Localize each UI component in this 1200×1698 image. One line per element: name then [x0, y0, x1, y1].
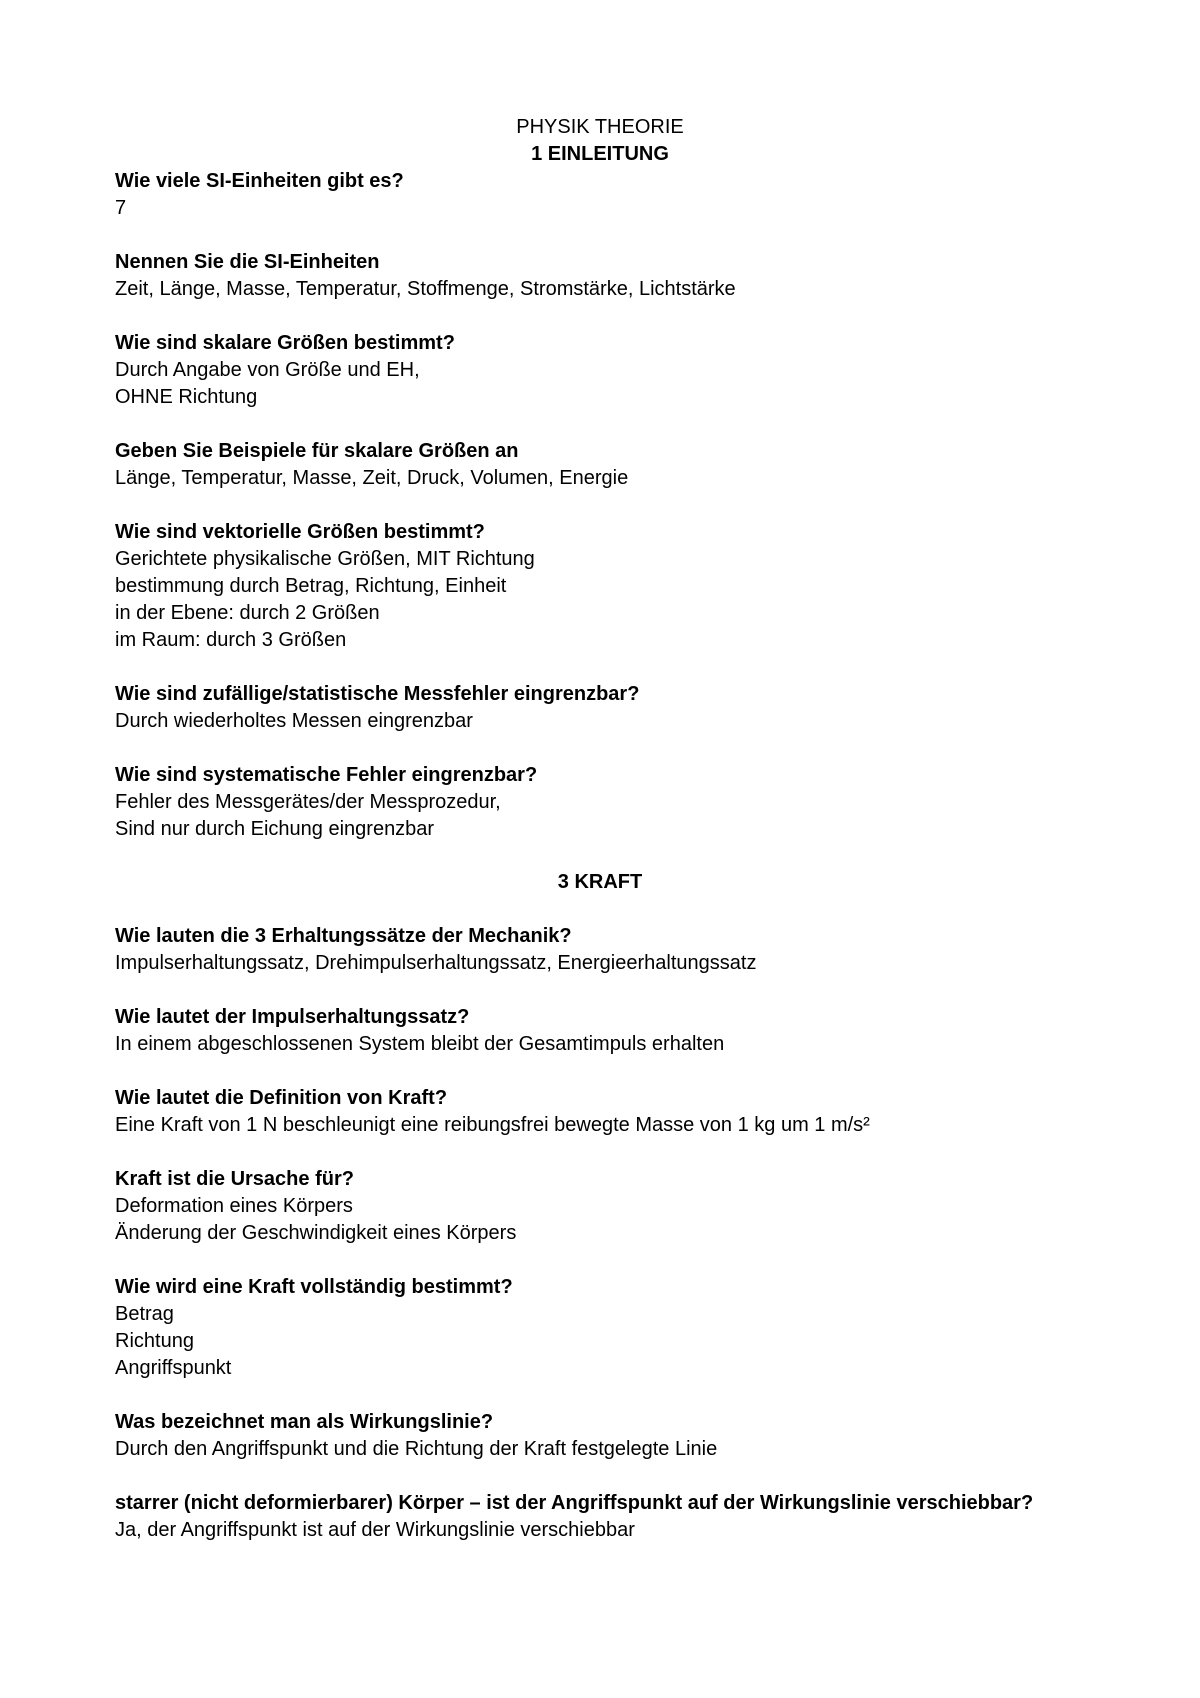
question: starrer (nicht deformierbarer) Körper – ist der Angriffspunkt auf der Wirkungslinie verschiebbar? — [115, 1492, 1034, 1514]
answer-line: im Raum: durch 3 Größen — [115, 629, 347, 651]
qa-item — [115, 923, 1085, 977]
qa-item — [115, 330, 1085, 411]
qa-item — [115, 438, 1085, 492]
question: Was bezeichnet man als Wirkungslinie? — [115, 1411, 494, 1433]
question: Wie lauten die 3 Erhaltungssätze der Mechanik? — [115, 925, 572, 947]
question: Wie sind vektorielle Größen bestimmt? — [115, 521, 485, 543]
qa-item — [115, 1004, 1085, 1058]
answer-line: Durch wiederholtes Messen eingrenzbar — [115, 710, 473, 732]
document-title: PHYSIK THEORIE — [516, 116, 684, 138]
qa-item — [115, 681, 1085, 735]
answer-line: In einem abgeschlossenen System bleibt der Gesamtimpuls erhalten — [115, 1033, 725, 1055]
answer-line: Betrag — [115, 1303, 174, 1325]
question: Wie viele SI-Einheiten gibt es? — [115, 170, 404, 192]
question: Wie wird eine Kraft vollständig bestimmt? — [115, 1276, 513, 1298]
section-heading-einleitung: 1 EINLEITUNG — [531, 143, 669, 165]
answer-line: Länge, Temperatur, Masse, Zeit, Druck, Volumen, Energie — [115, 467, 629, 489]
answer-line: Angriffspunkt — [115, 1357, 232, 1379]
answer-line: 7 — [115, 197, 127, 219]
qa-item — [115, 1409, 1085, 1463]
question: Nennen Sie die SI-Einheiten — [115, 251, 380, 273]
answer-line: bestimmung durch Betrag, Richtung, Einheit — [115, 575, 507, 597]
question: Wie sind skalare Größen bestimmt? — [115, 332, 455, 354]
answer-line: Ja, der Angriffspunkt ist auf der Wirkungslinie verschiebbar — [115, 1519, 635, 1541]
answer-line: Durch Angabe von Größe und EH, — [115, 359, 420, 381]
question: Kraft ist die Ursache für? — [115, 1168, 354, 1190]
answer-line: Impulserhaltungssatz, Drehimpulserhaltungssatz, Energieerhaltungssatz — [115, 952, 757, 974]
qa-item — [115, 1490, 1085, 1544]
qa-item — [115, 168, 1085, 222]
qa-item — [115, 762, 1085, 843]
section-heading-kraft: 3 KRAFT — [557, 871, 643, 893]
answer-line: Richtung — [115, 1330, 194, 1352]
qa-item — [115, 1274, 1085, 1382]
answer-line: Fehler des Messgerätes/der Messprozedur, — [115, 791, 501, 813]
question: Wie lautet die Definition von Kraft? — [115, 1087, 448, 1109]
document-page — [115, 114, 1085, 1544]
answer-line: Sind nur durch Eichung eingrenzbar — [115, 818, 435, 840]
question: Wie sind zufällige/statistische Messfehler eingrenzbar? — [115, 683, 640, 705]
answer-line: Gerichtete physikalische Größen, MIT Richtung — [115, 548, 535, 570]
question: Geben Sie Beispiele für skalare Größen an — [115, 440, 519, 462]
answer-line: Deformation eines Körpers — [115, 1195, 353, 1217]
qa-item — [115, 1085, 1085, 1139]
answer-line: Zeit, Länge, Masse, Temperatur, Stoffmenge, Stromstärke, Lichtstärke — [115, 278, 736, 300]
answer-line: Durch den Angriffspunkt und die Richtung der Kraft festgelegte Linie — [115, 1438, 718, 1460]
qa-item — [115, 519, 1085, 654]
answer-line: OHNE Richtung — [115, 386, 258, 408]
qa-item — [115, 1166, 1085, 1247]
answer-line: in der Ebene: durch 2 Größen — [115, 602, 380, 624]
answer-line: Änderung der Geschwindigkeit eines Körpers — [115, 1222, 517, 1244]
answer-line: Eine Kraft von 1 N beschleunigt eine reibungsfrei bewegte Masse von 1 kg um 1 m/s² — [115, 1114, 870, 1136]
question: Wie sind systematische Fehler eingrenzbar? — [115, 764, 538, 786]
question: Wie lautet der Impulserhaltungssatz? — [115, 1006, 470, 1028]
qa-item — [115, 249, 1085, 303]
